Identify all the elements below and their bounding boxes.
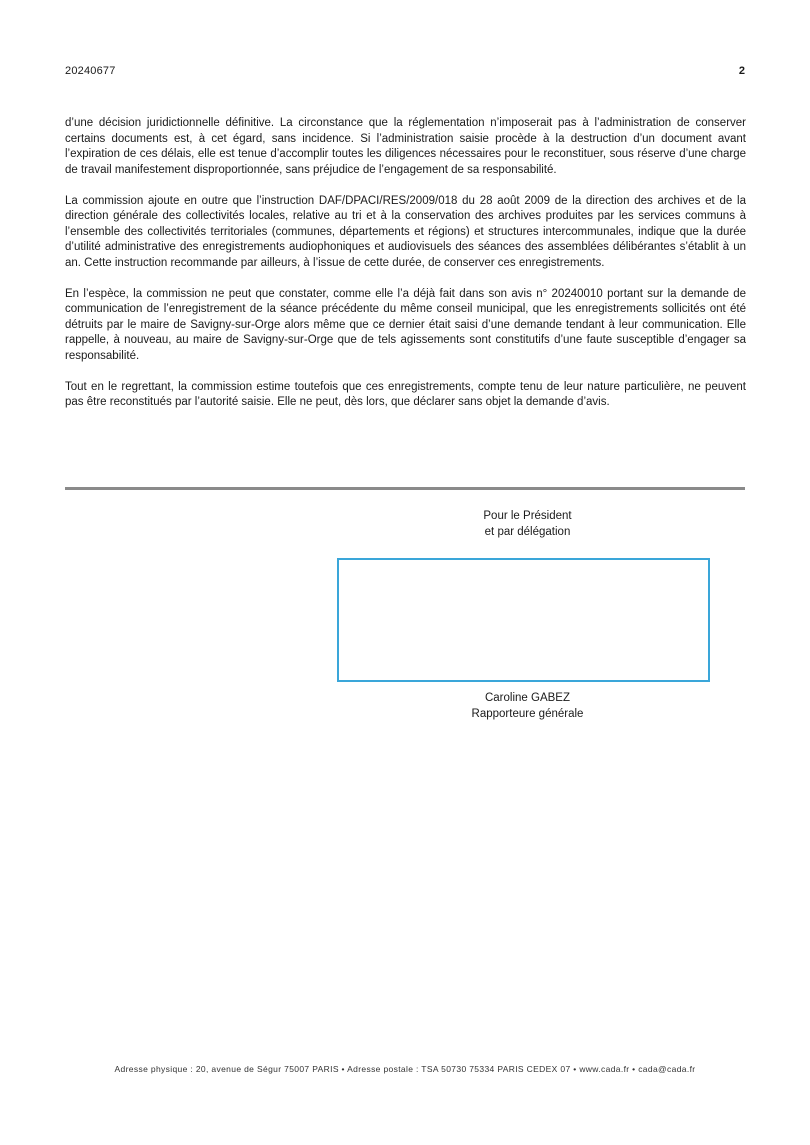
- signatory-name: Caroline GABEZ: [484, 692, 570, 704]
- paragraph-conclusion: Tout en le regrettant, la commission estime toutefois que ces enregistrements, compte tenu de leur nature particulière, ne peuvent pas être reconstitués par l’autorité saisie. Elle ne peut, dès lors, que déclarer sans objet la demande d’avis.: [65, 380, 746, 408]
- page-header: [65, 65, 745, 78]
- paragraph-en-lespece: En l’espèce, la commission ne peut que constater, comme elle l’a déjà fait dans son avis n° 20240010 portant sur la demande de communication de l’enregistrement de la séance précédente du même conseil municipal, que les enregistrements sollicités ont été détruits par le maire de Savigny-sur-Orge alors même que ce dernier était saisi d’une demande tendant à leur communication. Elle rappelle, à nouveau, au maire de Savigny-sur-Orge que de tels agissements sont constitutifs d’une faute susceptible d’engager sa responsabilité.: [65, 287, 746, 362]
- signature-intro: [340, 508, 715, 540]
- signature-box: [337, 558, 710, 682]
- paragraph-decision-juridictionnelle: d’une décision juridictionnelle définitive. La circonstance que la réglementation n’imposerait pas à l’administration de conserver certains documents est, à cet égard, sans incidence. Si l’administration saisie procède à la destruction d’un document avant l’expiration de ces délais, elle est tenue d’accomplir toutes les diligences nécessaires pour le reconstituer, sous réserve d’une charge de travail manifestement disproportionnée, sans préjudice de l’engagement de sa responsabilité.: [65, 117, 746, 176]
- section-divider: [65, 487, 745, 490]
- document-number: 20240677: [65, 65, 116, 77]
- page-footer: Adresse physique : 20, avenue de Ségur 75007 PARIS • Adresse postale : TSA 50730 75334 PARIS CEDEX 07 • www.cada.fr • cada@cada.fr: [114, 1064, 696, 1074]
- signatory-title: Rapporteure générale: [471, 708, 584, 720]
- page-number: 2: [738, 65, 745, 77]
- signatory-block: [340, 690, 715, 722]
- signature-intro-line2: et par délégation: [484, 526, 571, 538]
- document-body: [65, 116, 746, 426]
- paragraph-instruction-archives: La commission ajoute en outre que l’instruction DAF/DPACI/RES/2009/018 du 28 août 2009 de la direction des archives et de la direction générale des collectivités locales, relative au tri et à la conservation des archives produites par les services communs à l’ensemble des collectivités territoriales (communes, départements et régions) et structures intercommunales, indique que la durée d’utilité administrative des enregistrements audiophoniques et audiovisuels des séances des assemblées délibérantes s’établit à un an. Cette instruction recommande par ailleurs, à l’issue de cette durée, de conserver ces enregistrements.: [65, 194, 746, 269]
- signature-intro-line1: Pour le Président: [483, 510, 572, 522]
